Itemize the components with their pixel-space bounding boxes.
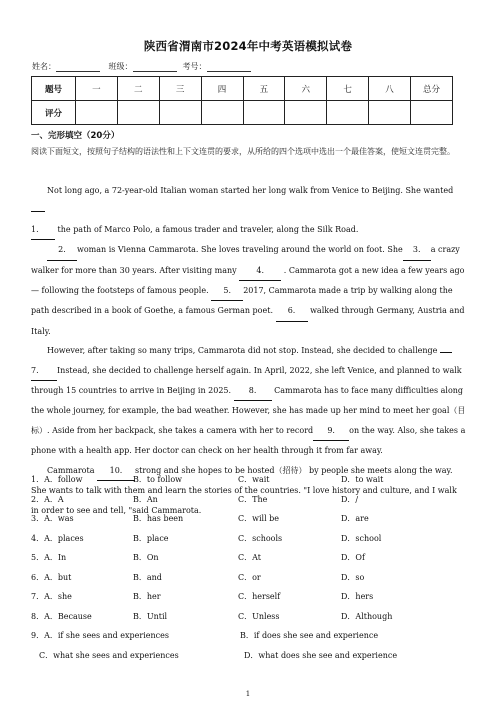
passage-text: the path of Marco Polo, a famous trader and traveler, along the Silk Road. [55,224,359,234]
column-6: 六 [285,77,327,101]
column-4: 四 [201,77,243,101]
answer-options [31,474,471,669]
option-b[interactable]: B．and [133,572,162,582]
option-row [31,572,471,592]
option-row [31,552,471,572]
blank-4[interactable]: 4. [239,261,281,281]
passage-text: Instead, she decided to challenge herself again. In April, 2022, she left Venice, and planned to walk through 15 countries to arrive in Beijing in 2025. [31,365,462,396]
option-row [31,611,471,631]
option-row [31,474,471,494]
blank-underline [440,352,452,353]
option-row-q9 [31,630,471,650]
score-label: 评分 [32,101,76,125]
column-7: 七 [327,77,369,101]
option-d[interactable]: D．/ [341,494,359,504]
score-table-score-row [32,101,453,125]
column-total: 总分 [411,77,453,101]
option-a[interactable]: 8．A．Because [31,611,92,621]
blank-2[interactable]: 2. [47,240,77,260]
score-cell[interactable] [369,101,411,125]
option-c[interactable]: C．schools [238,533,283,543]
paragraph-1 [31,181,467,240]
blank-3[interactable]: 3. [403,240,431,260]
passage-text: on the way. Also, she takes a phone with a health app. Her doctor can check on her health through it from far away. [31,425,466,456]
blank-10[interactable]: 10. [97,461,135,481]
option-b[interactable]: B．On [133,553,159,562]
name-blank[interactable] [56,63,100,72]
option-a[interactable]: 7．A．she [31,592,72,601]
option-d[interactable]: D．hers [341,592,374,601]
score-cell[interactable] [285,101,327,125]
score-cell[interactable] [243,101,285,125]
instructions: 阅读下面短文，按照句子结构的语法性和上下文连贯的要求，从所给的四个选项中选出一个最佳答案，使短文连贯完整。 [31,147,455,156]
paragraph-2 [31,240,467,341]
option-row [31,591,471,611]
paragraph-3 [31,341,467,460]
name-label: 姓名： [32,62,56,71]
blank-6[interactable]: 6. [276,301,308,321]
option-a[interactable]: 5．A．In [31,553,67,562]
score-table [31,76,453,125]
option-b[interactable]: B．place [133,533,169,543]
exam-number-blank[interactable] [207,63,251,72]
page-title: 陕西省渭南市2024年中考英语模拟试卷 [143,39,353,53]
option-d[interactable]: D．to wait [341,475,384,484]
score-cell[interactable] [117,101,159,125]
option-b[interactable]: B．Until [133,611,168,621]
blank-5[interactable]: 5. [211,281,243,301]
score-cell[interactable] [159,101,201,125]
option-row [31,513,471,533]
class-label: 班级： [108,62,133,71]
passage-text: Not long ago, a 72-year-old Italian woman started her long walk from Venice to Beijing. She wanted [47,186,454,195]
score-cell-total[interactable] [411,101,453,125]
option-row [31,533,471,553]
blank-1[interactable]: 1. [31,220,55,240]
passage-text: . Cammarota got a new idea a few years ago — following the footsteps of famous people. [31,265,465,296]
blank-7[interactable]: 7. [31,361,57,381]
score-table-header-row [32,77,453,101]
option-row-q9 [31,650,471,670]
option-d[interactable]: D．Although [341,611,393,621]
section-heading: 一、完形填空（20分） [31,131,120,141]
option-a[interactable]: 6．A．but [31,572,72,582]
passage-text: strong and she hopes to be hosted（招待） by people she meets along the way. She wants to talk with them and learn the stories of the countries. "I love history and culture, and I walk in order to see and tell, "said Cammarota. [31,465,457,515]
option-d[interactable]: D．what does she see and experience [244,650,398,660]
column-8: 八 [369,77,411,101]
option-c[interactable]: C．or [238,572,261,582]
passage-text: a crazy walker for more than 30 years. After visiting many [31,245,460,275]
passage-text: However, after taking so many trips, Cammarota did not stop. Instead, she decided to challenge [47,346,440,356]
passage-text: woman is Vienna Cammarota. She loves traveling around the world on foot. She [77,245,403,255]
option-d[interactable]: D．school [341,533,382,543]
option-a[interactable]: 4．A．places [31,533,84,543]
blank-8[interactable]: 8. [234,381,272,401]
question-number-label: 题号 [32,77,76,101]
passage-text: 2017, Cammarota made a trip by walking along the path described in a book of Goethe, a famous German poet. [31,286,453,316]
passage-text: walked through Germany, Austria and Italy. [31,306,465,336]
option-d[interactable]: D．so [341,572,365,582]
option-b[interactable]: B．her [133,592,161,601]
student-info-line [32,61,257,72]
column-3: 三 [159,77,201,101]
option-a[interactable]: 1．A．follow [31,475,83,484]
option-b[interactable]: B．to follow [133,475,183,484]
column-5: 五 [243,77,285,101]
option-c[interactable]: C．will be [238,514,280,523]
score-cell[interactable] [327,101,369,125]
column-1: 一 [76,77,118,101]
option-a[interactable]: 2．A．A [31,494,64,504]
score-cell[interactable] [76,101,118,125]
blank-underline [31,211,45,212]
passage-text: Cammarota [47,465,97,475]
option-a[interactable]: 9．A．if she sees and experiences [31,631,169,640]
option-d[interactable]: D．are [341,514,369,523]
option-c[interactable]: C．Unless [238,611,280,621]
option-c[interactable]: C．wait [238,475,270,484]
score-cell[interactable] [201,101,243,125]
passage [31,181,467,520]
class-blank[interactable] [133,63,177,72]
column-2: 二 [117,77,159,101]
exam-number-label: 考号： [182,62,207,71]
option-c[interactable]: C．herself [238,592,281,601]
option-b[interactable]: B．has been [133,514,184,523]
page-number: 1 [245,690,251,698]
blank-9[interactable]: 9. [313,421,349,441]
passage-text: Cammarota has to face many difficulties along the whole journey, for example, the bad weather. However, she has made up her mind to meet her goal（目标）. Aside from her backpack, she takes a camera with her to record [31,386,466,435]
option-c[interactable]: C．what she sees and experiences [39,650,179,660]
option-c[interactable]: C．The [238,494,268,504]
option-b[interactable]: B．if does she see and experience [240,631,379,640]
option-c[interactable]: C．At [238,553,261,562]
option-d[interactable]: D．Of [341,553,365,562]
option-a[interactable]: 3．A．was [31,514,74,523]
option-b[interactable]: B．An [133,494,158,504]
option-row [31,494,471,514]
